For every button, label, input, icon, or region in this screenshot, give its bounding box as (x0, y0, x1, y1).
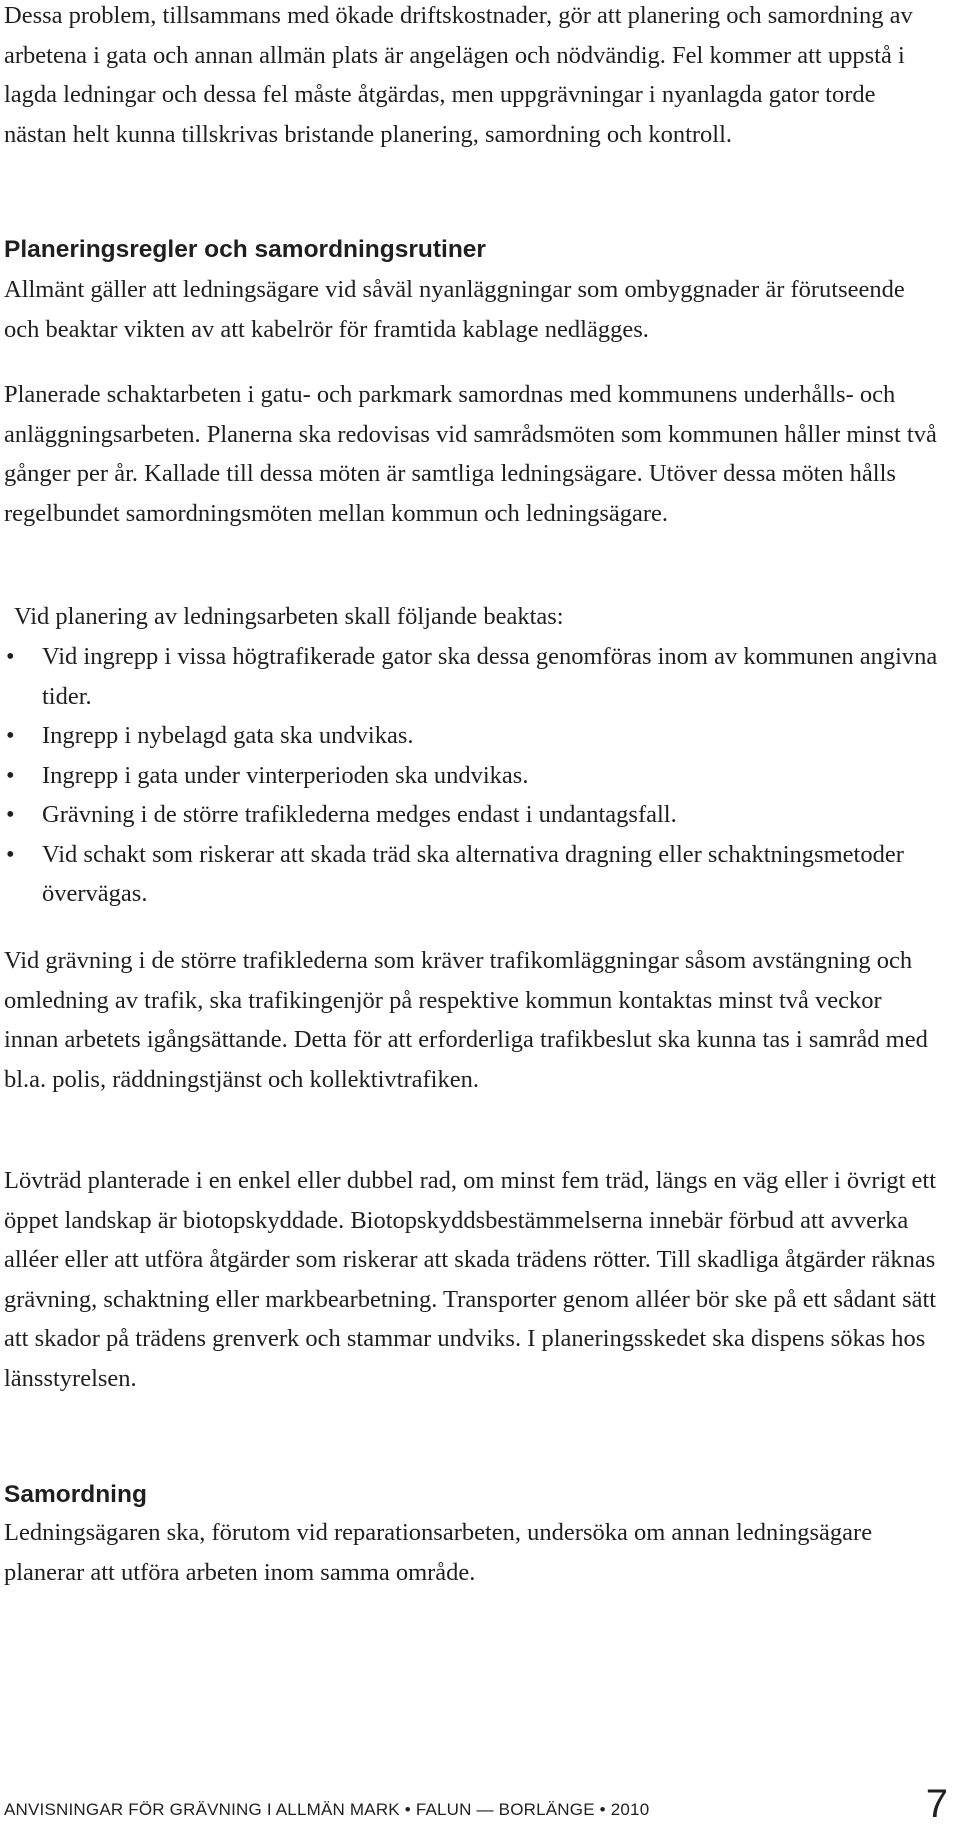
list-intro: Vid planering av ledningsarbeten skall följande beaktas: (14, 603, 564, 630)
bullet-icon: • (6, 801, 15, 828)
paragraph-allmant: Allmänt gäller att ledningsägare vid såväl nyanläggningar som ombyggnader är förutseende och beaktar vikten av att kabelrör för framtida kablage nedlägges. (4, 276, 905, 343)
page-number: 7 (925, 1782, 948, 1826)
bullet-icon: • (6, 722, 15, 749)
section-heading-planeringsregler: Planeringsregler och samordningsrutiner (4, 236, 486, 263)
bullet-icon: • (6, 761, 15, 789)
list-item: • Vid ingrepp i vissa högtrafikerade gator ska dessa genomföras inom av kommunen angivna tider. (4, 637, 939, 716)
bullet-list (4, 637, 939, 914)
page-footer (4, 1782, 952, 1826)
paragraph-samordning: Ledningsägaren ska, förutom vid reparationsarbeten, undersöka om annan ledningsägare planerar att utföra arbeten inom samma område. (4, 1519, 873, 1586)
paragraph-lovtrad: Lövträd planterade i en enkel eller dubbel rad, om minst fem träd, längs en väg eller i övrigt ett öppet landskap är biotopskyddade. Biotopskyddsbestämmelserna innebär förbud att avverka alléer eller att utföra åtgärder som riskerar att skada trädens rötter. Till skadliga åtgärder räknas grävning, schaktning eller markbearbetning. Transporter genom alléer bör ske på ett sådant sätt att skador på trädens grenverk och stammar undviks. I planeringsskedet ska dispens sökas hos länsstyrelsen. (4, 1167, 937, 1392)
paragraph-planerade: Planerade schaktarbeten i gatu- och parkmark samordnas med kommunens underhålls- och anläggningsarbeten. Planerna ska redovisas vid samrådsmöten som kommunen håller minst två gånger per år. Kallade till dessa möten är samtliga ledningsägare. Utöver dessa möten hålls regelbundet samordningsmöten mellan kommun och ledningsägare. (4, 381, 937, 527)
bullet-icon: • (6, 840, 15, 868)
list-item: • Vid schakt som riskerar att skada träd ska alternativa dragning eller schaktningsmetoder övervägas. (4, 835, 939, 914)
bullet-icon: • (6, 643, 15, 670)
paragraph-gravning: Vid grävning i de större trafiklederna som kräver trafikomläggningar såsom avstängning och omledning av trafik, ska trafikingenjör på respektive kommun kontaktas minst två veckor innan arbetets igångsättande. Detta för att erforderliga trafikbeslut ska kunna tas i samråd med bl.a. polis, räddningstjänst och kollektivtrafiken. (4, 947, 928, 1093)
footer-title: ANVISNINGAR FÖR GRÄVNING I ALLMÄN MARK • FALUN — BORLÄNGE • 2010 (4, 1800, 650, 1819)
list-item: • Ingrepp i gata under vinterperioden ska undvikas. (4, 756, 939, 796)
intro-paragraph: Dessa problem, tillsammans med ökade driftskostnader, gör att planering och samordning av arbetena i gata och annan allmän plats är angelägen och nödvändig. Fel kommer att uppstå i lagda ledningar och dessa fel måste åtgärdas, men uppgrävningar i nyanlagda gator torde nästan helt kunna tillskrivas bristande planering, samordning och kontroll. (4, 2, 913, 148)
list-item: • Ingrepp i nybelagd gata ska undvikas. (4, 716, 939, 756)
section-heading-samordning: Samordning (4, 1481, 147, 1508)
list-item: • Grävning i de större trafiklederna medges endast i undantagsfall. (4, 795, 939, 835)
